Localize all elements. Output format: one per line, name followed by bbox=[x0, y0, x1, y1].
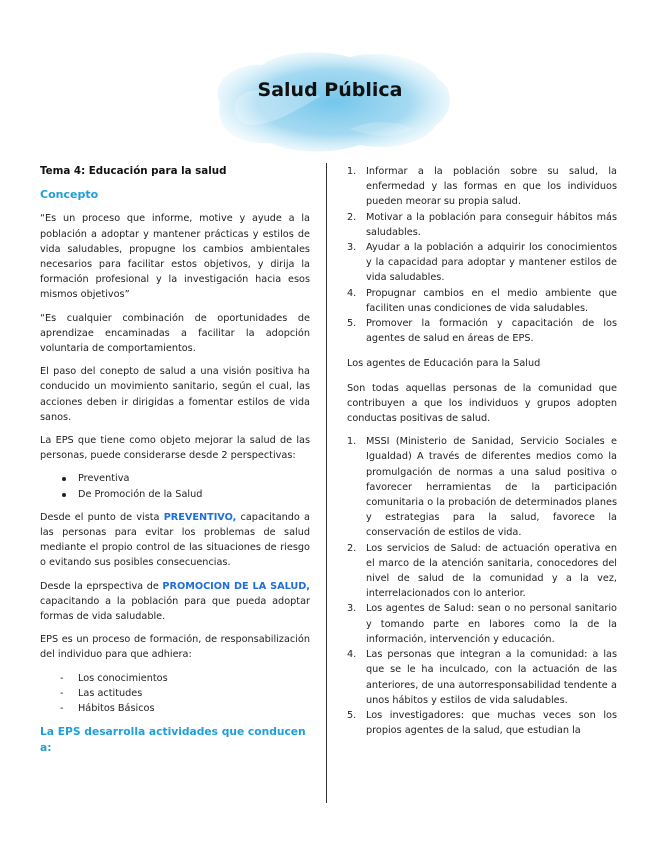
definition-paragraph-2: “Es cualquier combinación de oportunidades de aprendizae encaminadas a facilitar la adopción voluntaria de comportamientos. bbox=[40, 312, 310, 355]
right-column bbox=[347, 164, 617, 748]
list-item: 3. Los agentes de Salud: sean o no personal sanitario y tomando parte en labores como la de la información, intervención y educación. bbox=[347, 603, 617, 645]
activities-heading: La EPS desarrolla actividades que conducen a: bbox=[40, 725, 306, 754]
left-column bbox=[40, 164, 310, 764]
page-title: Salud Pública bbox=[257, 79, 403, 101]
list-item: 2. Motivar a la población para conseguir hábitos más saludables. bbox=[347, 211, 617, 238]
watercolor-splash bbox=[200, 45, 460, 157]
list-item: 1. MSSI (Ministerio de Sanidad, Servicio Sociales e Igualdad) A través de diferentes medios como la promulgación de normas a una salud positiva o favorecer herramientas de la participación comunitaria o la probación de determinados planes y estrategias para la salud, favorece la conservación de estilos de vida. bbox=[347, 436, 617, 539]
topic-title: Tema 4: Educación para la salud bbox=[40, 165, 227, 177]
preventive-highlight: PREVENTIVO, bbox=[163, 511, 237, 523]
list-item: De Promoción de la Salud bbox=[62, 487, 310, 502]
agents-list bbox=[347, 434, 617, 738]
paragraph-eps-process: EPS es un proceso de formación, de responsabilización del individuo para que adhiera: bbox=[40, 634, 310, 661]
list-item: 5. Los investigadores: que muchas veces son los propios agentes de la salud, que estudian la bbox=[347, 709, 617, 737]
list-item: - Las actitudes bbox=[60, 686, 310, 701]
list-item: 4. Propugnar cambios en el medio ambiente que faciliten unas condiciones de vida saludables. bbox=[347, 287, 617, 314]
list-item: 2. Los servicios de Salud: de actuación operativa en el marco de la atención sanitaria, conocedores del nivel de salud de la comunidad y a la vez, interrelacionados con lo anterior. bbox=[347, 542, 617, 600]
concept-heading: Concepto bbox=[40, 188, 99, 202]
promotion-highlight: PROMOCION DE LA SALUD, bbox=[162, 580, 310, 592]
list-item: - Hábitos Básicos bbox=[60, 701, 310, 716]
list-item: - Los conocimientos bbox=[60, 671, 310, 686]
perspectives-list bbox=[62, 471, 310, 501]
list-item: Preventiva bbox=[62, 471, 310, 486]
list-item: 4. Las personas que integran a la comunidad: a las que se le ha inculcado, con la actuación de las anteriores, de una autorresponsabilidad tendente a unos hábitos y estilos de vida saludables. bbox=[347, 649, 617, 706]
agents-intro: Son todas aquellas personas de la comunidad que contribuyen a que los individuos y grupos adopten conductas positivas de salud. bbox=[347, 382, 617, 425]
paragraph-preventive: Desde el punto de vista PREVENTIVO, capacitando a las personas para evitar los problemas de salud mediante el propio control de las situaciones de riesgo o evitando sus posibles consecuencias. bbox=[40, 511, 310, 569]
definition-paragraph-1: “Es un proceso que informe, motive y ayude a la población a adoptar y mantener prácticas y estilos de vida saludables, propugne los cambios ambientales necesarios para facilitar estos objetivos, y dirija la formación profesional y la investigación hacia esos mismos objetivos” bbox=[40, 213, 310, 301]
activities-list bbox=[347, 164, 617, 346]
list-item: 5. Promover la formación y capacitación de los agentes de salud en áreas de EPS. bbox=[347, 318, 617, 345]
list-item: 1. Informar a la población sobre su salud, la enfermedad y las formas en que los individuos pueden meorar su propia salud. bbox=[347, 166, 617, 208]
list-item: 3. Ayudar a la población a adquirir los conocimientos y la capacidad para adoptar y mantener estilos de vida saludables. bbox=[347, 242, 617, 284]
header-banner bbox=[200, 45, 460, 157]
paragraph-positive-vision: El paso del conepto de salud a una visión positiva ha conducido un movimiento sanitario, según el cual, las acciones deben ir dirigidas a fomentar estilos de vida sanos. bbox=[40, 366, 310, 423]
paragraph-promotion: Desde la eprspectiva de PROMOCION DE LA SALUD, capacitando a la población para que pueda adoptar formas de vida saludable. bbox=[40, 580, 310, 623]
paragraph-perspectives: La EPS que tiene como objeto mejorar la salud de las personas, puede considerarse desde 2 perspectivas: bbox=[40, 435, 310, 462]
agents-heading: Los agentes de Educación para la Salud bbox=[347, 358, 541, 370]
adhere-list bbox=[60, 671, 310, 717]
column-divider bbox=[326, 163, 327, 803]
